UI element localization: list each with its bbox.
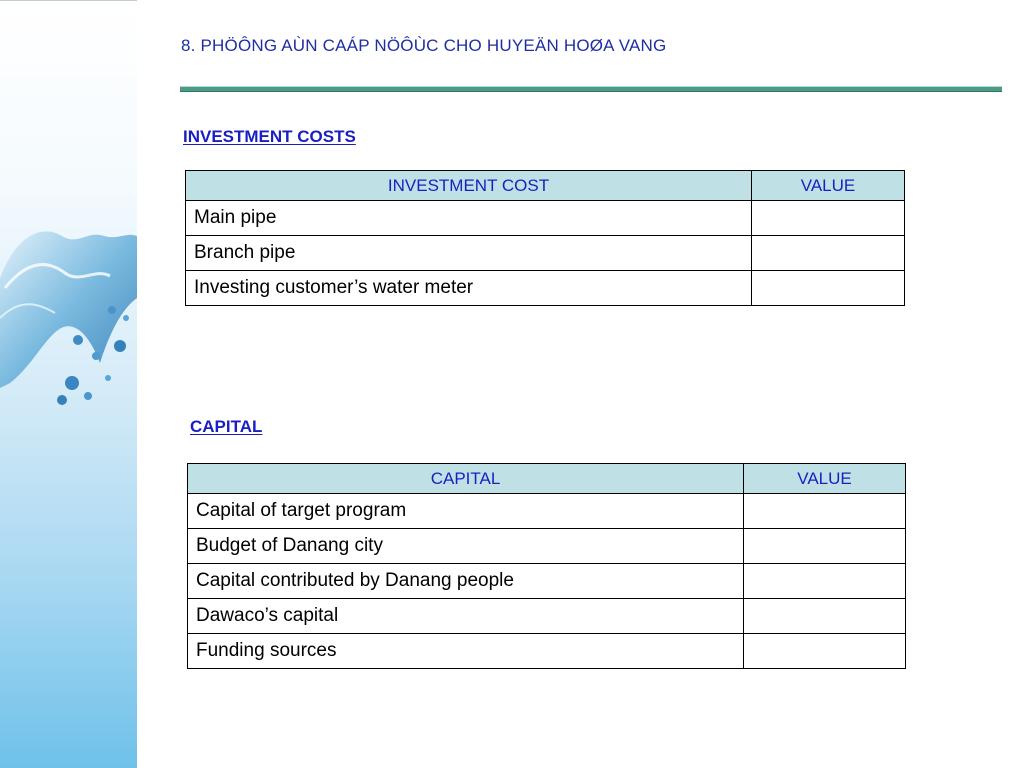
slide-title: 8. PHÖÔNG AÙN CAÁP NÖÔÙC CHO HUYEÄN HOØA VANG (181, 36, 667, 55)
row-value (752, 271, 905, 306)
row-value (744, 599, 906, 634)
row-label: Investing customer’s water meter (186, 271, 752, 306)
sidebar-top-line (0, 0, 137, 1)
investment-costs-heading: INVESTMENT COSTS (183, 127, 356, 146)
column-header-investment-cost: INVESTMENT COST (186, 171, 752, 201)
row-label: Dawaco’s capital (188, 599, 744, 634)
title-divider (180, 86, 1002, 92)
column-header-value: VALUE (752, 171, 905, 201)
row-label: Branch pipe (186, 236, 752, 271)
water-splash-icon (0, 218, 137, 418)
row-value (752, 236, 905, 271)
row-value (744, 564, 906, 599)
row-value (752, 201, 905, 236)
row-label: Main pipe (186, 201, 752, 236)
row-value (744, 634, 906, 669)
row-label: Budget of Danang city (188, 529, 744, 564)
table-row (188, 634, 906, 669)
capital-heading: CAPITAL (190, 417, 263, 436)
investment-costs-table (185, 170, 905, 306)
row-label: Capital of target program (188, 494, 744, 529)
table-header-row (188, 464, 906, 494)
table-row (188, 564, 906, 599)
table-row (186, 201, 905, 236)
row-value (744, 529, 906, 564)
table-row (188, 529, 906, 564)
table-header-row (186, 171, 905, 201)
table-row (188, 494, 906, 529)
capital-table (187, 463, 906, 669)
row-label: Funding sources (188, 634, 744, 669)
column-header-value: VALUE (744, 464, 906, 494)
table-row (188, 599, 906, 634)
row-label: Capital contributed by Danang people (188, 564, 744, 599)
column-header-capital: CAPITAL (188, 464, 744, 494)
decorative-sidebar (0, 0, 137, 768)
table-row (186, 271, 905, 306)
table-row (186, 236, 905, 271)
row-value (744, 494, 906, 529)
